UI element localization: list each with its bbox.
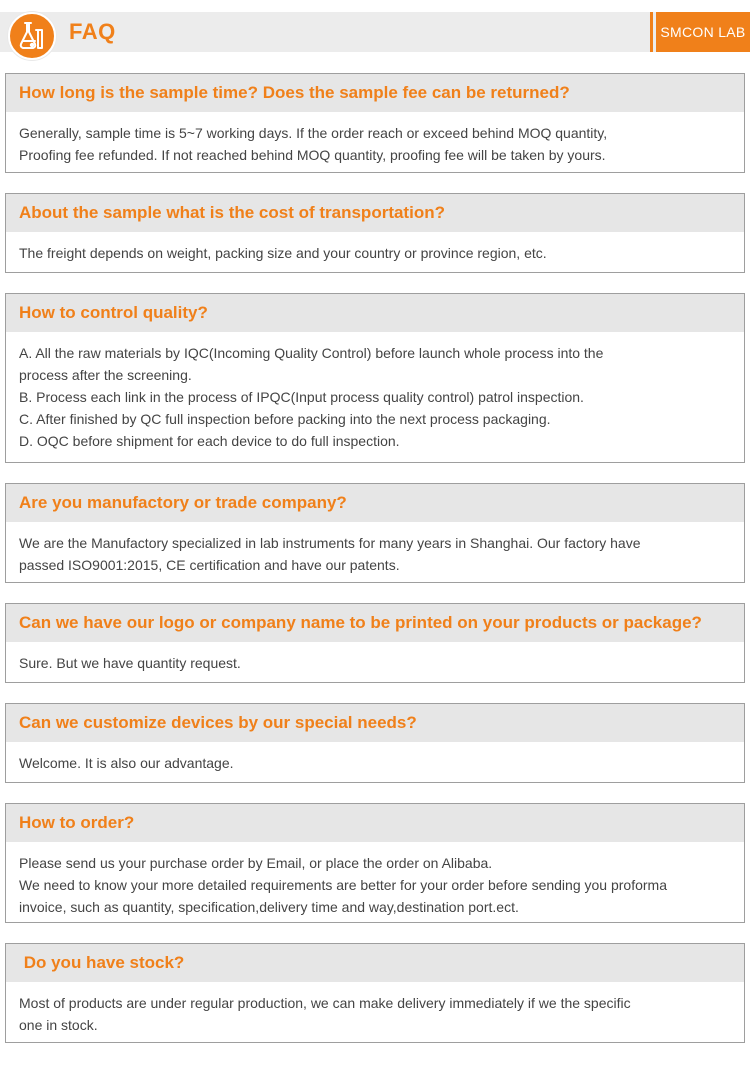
faq-question: How to order? [6, 804, 744, 842]
faq-answer [6, 982, 744, 1036]
faq-answer [6, 742, 744, 774]
faq-question: How to control quality? [6, 294, 744, 332]
answer-line: We are the Manufactory specialized in lab instruments for many years in Shanghai. Our factory have [19, 535, 641, 551]
brand-divider [650, 12, 653, 52]
answer-line: process after the screening. [19, 367, 192, 383]
answer-line: Please send us your purchase order by Email, or place the order on Alibaba. [19, 855, 493, 871]
faq-answer [6, 232, 744, 264]
faq-answer [6, 842, 744, 918]
faq-question: Do you have stock? [6, 944, 744, 982]
answer-line: Generally, sample time is 5~7 working days. If the order reach or exceed behind MOQ quantity, [19, 125, 608, 141]
faq-question: Can we customize devices by our special needs? [6, 704, 744, 742]
brand-badge: SMCON LAB [656, 12, 750, 52]
faq-question: Can we have our logo or company name to be printed on your products or package? [6, 604, 744, 642]
faq-answer [6, 522, 744, 576]
faq-question: Are you manufactory or trade company? [6, 484, 744, 522]
faq-item [5, 483, 745, 583]
faq-question: About the sample what is the cost of transportation? [6, 194, 744, 232]
lab-flask-icon [8, 12, 56, 60]
answer-line: passed ISO9001:2015, CE certification and have our patents. [19, 557, 400, 573]
faq-answer [6, 642, 744, 674]
answer-line: The freight depends on weight, packing size and your country or province region, etc. [19, 245, 547, 261]
faq-item [5, 703, 745, 783]
answer-line: Most of products are under regular production, we can make delivery immediately if we the specific [19, 995, 631, 1011]
faq-header [0, 12, 750, 52]
faq-answer [6, 332, 744, 452]
page-title: FAQ [69, 19, 116, 44]
faq-item [5, 73, 745, 173]
faq-question: How long is the sample time? Does the sample fee can be returned? [6, 74, 744, 112]
faq-answer [6, 112, 744, 166]
answer-line: B. Process each link in the process of IPQC(Input process quality control) patrol inspection. [19, 389, 584, 405]
faq-item [5, 293, 745, 463]
answer-line: We need to know your more detailed requirements are better for your order before sending you proforma [19, 877, 667, 893]
answer-line: C. After finished by QC full inspection before packing into the next process packaging. [19, 411, 551, 427]
answer-line: Proofing fee refunded. If not reached behind MOQ quantity, proofing fee will be taken by yours. [19, 147, 606, 163]
faq-item [5, 193, 745, 273]
answer-line: Welcome. It is also our advantage. [19, 755, 234, 771]
faq-item [5, 803, 745, 923]
answer-line: one in stock. [19, 1017, 98, 1033]
answer-line: invoice, such as quantity, specification,delivery time and way,destination port.ect. [19, 899, 519, 915]
faq-item [5, 943, 745, 1043]
answer-line: D. OQC before shipment for each device to do full inspection. [19, 433, 400, 449]
answer-line: Sure. But we have quantity request. [19, 655, 241, 671]
answer-line: A. All the raw materials by IQC(Incoming Quality Control) before launch whole process into the [19, 345, 604, 361]
faq-item [5, 603, 745, 683]
